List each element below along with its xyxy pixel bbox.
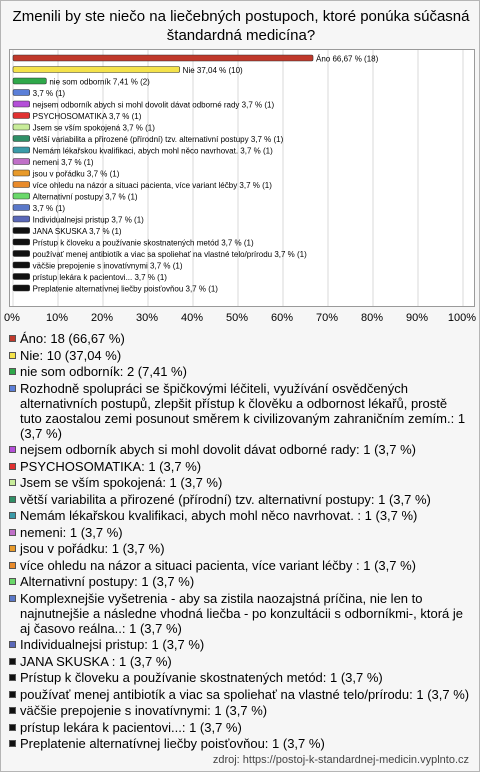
legend-label: větší variabilita a přirozené (přírodní) tzv. alternativní postupy: 1 (3,7 %): [20, 491, 431, 507]
legend-item: [9, 364, 471, 379]
legend-label: Preplatenie alternatívnej liečby poisťovňou: 1 (3,7 %): [20, 736, 325, 751]
legend-label: Nemám lékařskou kvalifikaci, abych mohl něco navrhovat. : 1 (3,7 %): [20, 508, 418, 523]
legend-label: väčšie prepojenie s inovatívnymi: 1 (3,7 %): [20, 703, 268, 718]
bar: [13, 228, 30, 234]
legend-label: Individualnejsi pristup: 1 (3,7 %): [20, 637, 205, 652]
bar: [13, 136, 30, 142]
bar-label: více ohledu na názor a situaci pacienta, více variant léčby 3,7 % (1): [32, 181, 272, 190]
bar-label: používať menej antibiotík a viac sa spoliehať na vlastné telo/prírodu 3,7 % (1): [32, 250, 307, 259]
legend-item: [9, 720, 471, 735]
legend-item: [9, 574, 471, 589]
bar-label: nie som odborník 7,41 % (2): [49, 77, 150, 87]
bar-label: PSYCHOSOMATIKA 3,7 % (1): [32, 112, 142, 121]
x-tick-label: 30%: [135, 312, 159, 324]
bar: [13, 90, 30, 96]
bar-label: 3,7 % (1): [32, 204, 66, 213]
legend-item: [9, 687, 471, 702]
legend-swatch: [9, 724, 16, 731]
legend-swatch: [9, 496, 16, 503]
bar-label: 3,7 % (1): [32, 89, 66, 98]
legend-item: [9, 525, 471, 540]
bar: [13, 170, 30, 176]
bar-label: Individualnejsi pristup 3,7 % (1): [32, 215, 144, 225]
bar: [13, 124, 30, 130]
legend-item: [9, 442, 471, 457]
x-tick-label: 10%: [45, 312, 69, 324]
bar: [13, 147, 30, 153]
bar-label: nemeni 3,7 % (1): [32, 158, 94, 167]
chart-title: Zmenili by ste niečo na liečebných postupoch, ktoré ponúka súčasná štandardná medicína?: [12, 8, 470, 44]
x-tick-label: 0%: [4, 312, 20, 324]
legend-label: Áno: 18 (66,67 %): [20, 331, 125, 346]
legend-label: používať menej antibiotík a viac sa spoliehať na vlastné telo/prírodu: 1 (3,7 %): [20, 686, 470, 702]
bar: [13, 193, 30, 199]
bar-label: väčšie prepojenie s inovatívnymi 3,7 % (1): [32, 261, 183, 271]
x-tick-label: 20%: [90, 312, 114, 324]
bar-label: Alternativní postupy 3,7 % (1): [32, 192, 138, 202]
x-axis-ticks: [1, 307, 480, 327]
legend-item: [9, 492, 471, 507]
bar: [13, 205, 30, 211]
bar-label: Nemám lékařskou kvalifikaci, abych mohl něco navrhovat. 3,7 % (1): [32, 146, 273, 156]
bar-label: Prístup k človeku a používanie skostnatených metód 3,7 % (1): [32, 238, 254, 248]
legend-item: [9, 591, 471, 636]
bar-label: Preplatenie alternatívnej liečby poisťovňou 3,7 % (1): [32, 284, 218, 294]
bar: [13, 262, 30, 268]
legend-item: [9, 637, 471, 652]
bar-label: nejsem odborník abych si mohl dovolit dávat odborné rady 3,7 % (1): [32, 100, 275, 110]
legend-label: Rozhodně spolupráci se špičkovými léčiteli, využívání osvědčených alternativních postupů, zlepšit přístup k člověku a odbornost lékařů, prostě tuto zaostalou zemi posunout směrem k civilizovaným zahraničním zemím.: 1 (3,7 %): [20, 380, 466, 441]
bar-label: Áno 66,67 % (18): [316, 54, 379, 64]
bar-label: Nie 37,04 % (10): [182, 66, 243, 75]
legend-item: [9, 475, 471, 490]
legend-item: [9, 508, 471, 523]
legend-swatch: [9, 658, 16, 665]
bar: [13, 67, 180, 73]
legend-label: Jsem se vším spokojená: 1 (3,7 %): [20, 475, 223, 490]
x-tick-label: 80%: [360, 312, 384, 324]
legend-item: [9, 348, 471, 363]
legend-item: [9, 703, 471, 718]
legend-swatch: [9, 463, 16, 470]
legend: [9, 331, 471, 753]
legend-swatch: [9, 512, 16, 519]
source-note: zdroj: https://postoj-k-standardnej-medicin.vyplnto.cz: [212, 754, 469, 766]
legend-label: nejsem odborník abych si mohl dovolit dávat odborné rady: 1 (3,7 %): [20, 442, 416, 457]
bar-label: větší variabilita a přirozené (přírodní) tzv. alternativní postupy 3,7 % (1): [32, 135, 284, 144]
legend-item: [9, 558, 471, 573]
bar-label: jsou v pořádku 3,7 % (1): [32, 169, 120, 179]
x-tick-label: 100%: [447, 312, 477, 324]
legend-item: [9, 541, 471, 556]
legend-swatch: [9, 446, 16, 453]
bar: [13, 113, 30, 119]
bar: [13, 251, 30, 257]
bar: [13, 274, 30, 280]
legend-swatch: [9, 641, 16, 648]
legend-swatch: [9, 691, 16, 698]
legend-item: [9, 459, 471, 474]
legend-label: jsou v pořádku: 1 (3,7 %): [20, 541, 165, 556]
legend-item: [9, 381, 471, 441]
legend-label: prístup lekára k pacientovi...: 1 (3,7 %): [20, 719, 242, 735]
legend-label: Nie: 10 (37,04 %): [20, 347, 122, 363]
legend-swatch: [9, 578, 16, 585]
legend-item: [9, 331, 471, 346]
legend-swatch: [9, 595, 16, 602]
legend-swatch: [9, 352, 16, 359]
legend-swatch: [9, 479, 16, 486]
legend-swatch: [9, 562, 16, 569]
bar-label: prístup lekára k pacientovi... 3,7 % (1): [32, 273, 167, 282]
legend-swatch: [9, 545, 16, 552]
legend-label: Alternativní postupy: 1 (3,7 %): [20, 574, 195, 589]
bar: [13, 101, 30, 107]
legend-swatch: [9, 335, 16, 342]
legend-swatch: [9, 385, 16, 392]
bar: [13, 55, 313, 61]
legend-label: Komplexnejšie vyšetrenia - aby sa zistila naozajstná príčina, nie len to najnutnejšie a následne vhodná liečba - po konzultácii s odborníkmi-, ktorá je aj časovo reálna..: 1 (3,7 %): [20, 590, 463, 636]
bar: [13, 78, 46, 84]
x-tick-label: 70%: [315, 312, 339, 324]
legend-label: více ohledu na názor a situaci pacienta, více variant léčby : 1 (3,7 %): [20, 557, 416, 573]
x-tick-label: 60%: [270, 312, 294, 324]
x-tick-label: 40%: [180, 312, 204, 324]
bar-label: Jsem se vším spokojená 3,7 % (1): [32, 123, 155, 133]
legend-label: nemeni: 1 (3,7 %): [20, 524, 123, 540]
x-tick-label: 50%: [225, 312, 249, 324]
legend-item: [9, 736, 471, 751]
bar: [13, 182, 30, 188]
bar-label: JANA SKUSKA 3,7 % (1): [32, 227, 122, 236]
legend-label: nie som odborník: 2 (7,41 %): [20, 364, 187, 379]
legend-item: [9, 654, 471, 669]
legend-label: JANA SKUSKA : 1 (3,7 %): [20, 653, 172, 669]
x-tick-label: 90%: [405, 312, 429, 324]
bar: [13, 239, 30, 245]
legend-swatch: [9, 707, 16, 714]
bar-chart: [10, 50, 474, 306]
legend-swatch: [9, 529, 16, 536]
legend-label: PSYCHOSOMATIKA: 1 (3,7 %): [20, 458, 202, 474]
bar: [13, 216, 30, 222]
legend-swatch: [9, 674, 16, 681]
bar: [13, 159, 30, 165]
plot-area: [9, 49, 475, 307]
legend-swatch: [9, 368, 16, 375]
legend-item: [9, 670, 471, 685]
legend-swatch: [9, 740, 16, 747]
bar: [13, 285, 30, 291]
legend-label: Prístup k človeku a používanie skostnatených metód: 1 (3,7 %): [20, 670, 383, 685]
